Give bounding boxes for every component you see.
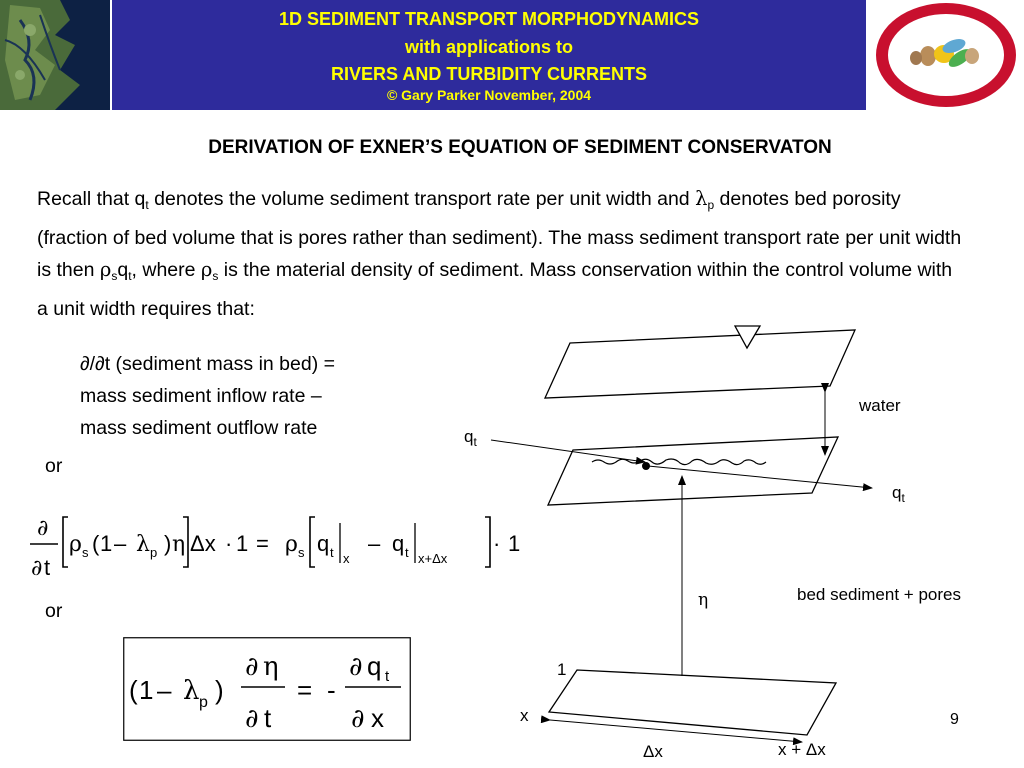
eq2-neg: - — [327, 675, 336, 705]
copyright: © Gary Parker November, 2004 — [386, 87, 592, 103]
bed-roughness-line — [592, 459, 766, 465]
rho-symbol: ρ — [200, 258, 213, 281]
eq2-one: 1 — [139, 675, 154, 705]
eq1-minus: – — [114, 531, 127, 556]
eq1-one: 1 — [100, 531, 113, 556]
logo-motto: Earth • Water • Life — [906, 67, 994, 97]
bed-surface-plane — [548, 437, 838, 505]
para-text: , where — [131, 259, 201, 281]
eq1-sub-x: x — [343, 551, 350, 566]
datum-plane — [549, 670, 836, 735]
slide-heading: DERIVATION OF EXNER’S EQUATION OF SEDIMENT CONSERVATON — [208, 137, 832, 158]
eq1-sub-p: p — [150, 545, 158, 560]
eq1-sub-xdx: x+Δx — [418, 551, 448, 566]
eq1-sub-t: t — [405, 545, 409, 560]
eq2-partial: ∂ — [245, 652, 259, 682]
q-symbol: q — [464, 427, 474, 446]
t-subscript: t — [473, 435, 477, 449]
rho-symbol: ρ — [99, 258, 112, 281]
eq1-lambda: λ — [136, 532, 150, 557]
para-text: Recall that q — [37, 188, 146, 210]
eq2-partial: ∂ — [351, 704, 365, 734]
statement-line-3: mass sediment outflow rate — [80, 417, 318, 439]
eta-label: η — [698, 590, 709, 610]
eq2-sub-t: t — [385, 668, 390, 685]
t-subscript: t — [901, 491, 905, 505]
svg-text:): ) — [164, 531, 172, 556]
or-label-1: or — [45, 455, 63, 477]
eq2-eta: η — [263, 652, 279, 682]
eq1-q: q — [317, 531, 330, 556]
eq2-x: x — [371, 703, 384, 733]
eq2-q: q — [367, 651, 382, 681]
qt-outflow-label — [892, 483, 905, 505]
eq2-equals: = — [297, 675, 313, 705]
or-label-2: or — [45, 600, 63, 622]
page-number: 9 — [950, 711, 959, 728]
para-text: is the material density of sediment. Mass conservation within the control volume with a unit width requires that: — [37, 259, 953, 320]
qt-inflow-label — [464, 427, 477, 449]
water-surface-marker — [735, 326, 760, 348]
para-sub: t — [128, 269, 132, 283]
eq2-t: t — [264, 703, 272, 733]
svg-text:(: ( — [92, 531, 100, 556]
eq1-partial: ∂ — [37, 516, 49, 541]
eq2-lambda: λ — [183, 676, 200, 706]
statement-line-2: mass sediment inflow rate – — [80, 385, 322, 407]
water-label: water — [859, 396, 901, 415]
eq1-q: q — [392, 531, 405, 556]
statement-line-1: ∂/∂t (sediment mass in bed) = — [80, 353, 335, 375]
svg-text:(: ( — [129, 675, 138, 705]
eq1-eta: η — [172, 532, 186, 557]
eq1-sub-s: s — [82, 545, 89, 560]
para-sub: s — [111, 269, 118, 283]
x-label: x — [520, 706, 529, 725]
eq1-rho: ρ — [69, 532, 82, 557]
title-line-3: RIVERS AND TURBIDITY CURRENTS — [330, 64, 648, 84]
eq2-partial: ∂ — [349, 652, 363, 682]
eq1-delta-x: Δx — [190, 531, 216, 556]
eq1-sub-t: t — [330, 545, 334, 560]
delta-x-label: Δx — [643, 742, 663, 761]
para-sub: s — [212, 269, 219, 283]
eq1-dot: · — [225, 531, 233, 556]
title-line-1: 1D SEDIMENT TRANSPORT MORPHODYNAMICS — [278, 9, 700, 29]
eq1-t: t — [44, 555, 51, 580]
logo-letters: N C E D — [903, 15, 963, 43]
eq1-one: 1 — [236, 531, 249, 556]
qt-inflow-arrow — [491, 440, 645, 462]
eq1-equals: = — [256, 531, 269, 556]
eq1-dot: · — [493, 531, 501, 556]
unit-width-label: 1 — [557, 660, 567, 679]
q-symbol: q — [892, 483, 902, 502]
svg-text:): ) — [215, 675, 224, 705]
para-text: denotes the volume sediment transport rate per unit width and — [148, 188, 696, 210]
eq1-partial: ∂ — [31, 556, 43, 581]
eq1-one: 1 — [508, 531, 521, 556]
para-text: denotes bed porosity (fraction of bed volume that is pores rather than sediment). The mass sediment transport rate per unit width is then — [37, 188, 962, 281]
eq2-partial: ∂ — [245, 704, 259, 734]
bed-sediment-label: bed sediment + pores — [797, 585, 961, 604]
title-line-2: with applications to — [404, 37, 573, 57]
x-plus-delta-x-label: x + Δx — [778, 740, 826, 759]
water-surface-plane — [545, 330, 855, 398]
eq1-minus: – — [368, 531, 381, 556]
para-text: q — [117, 259, 129, 281]
para-sub: p — [707, 198, 715, 212]
eq1-sub-s: s — [298, 545, 305, 560]
para-sub: t — [145, 198, 149, 212]
eq1-rho: ρ — [285, 532, 298, 557]
lambda-symbol: λ — [695, 187, 708, 210]
eq2-sub-p: p — [199, 694, 208, 711]
eq2-minus: – — [157, 675, 172, 705]
